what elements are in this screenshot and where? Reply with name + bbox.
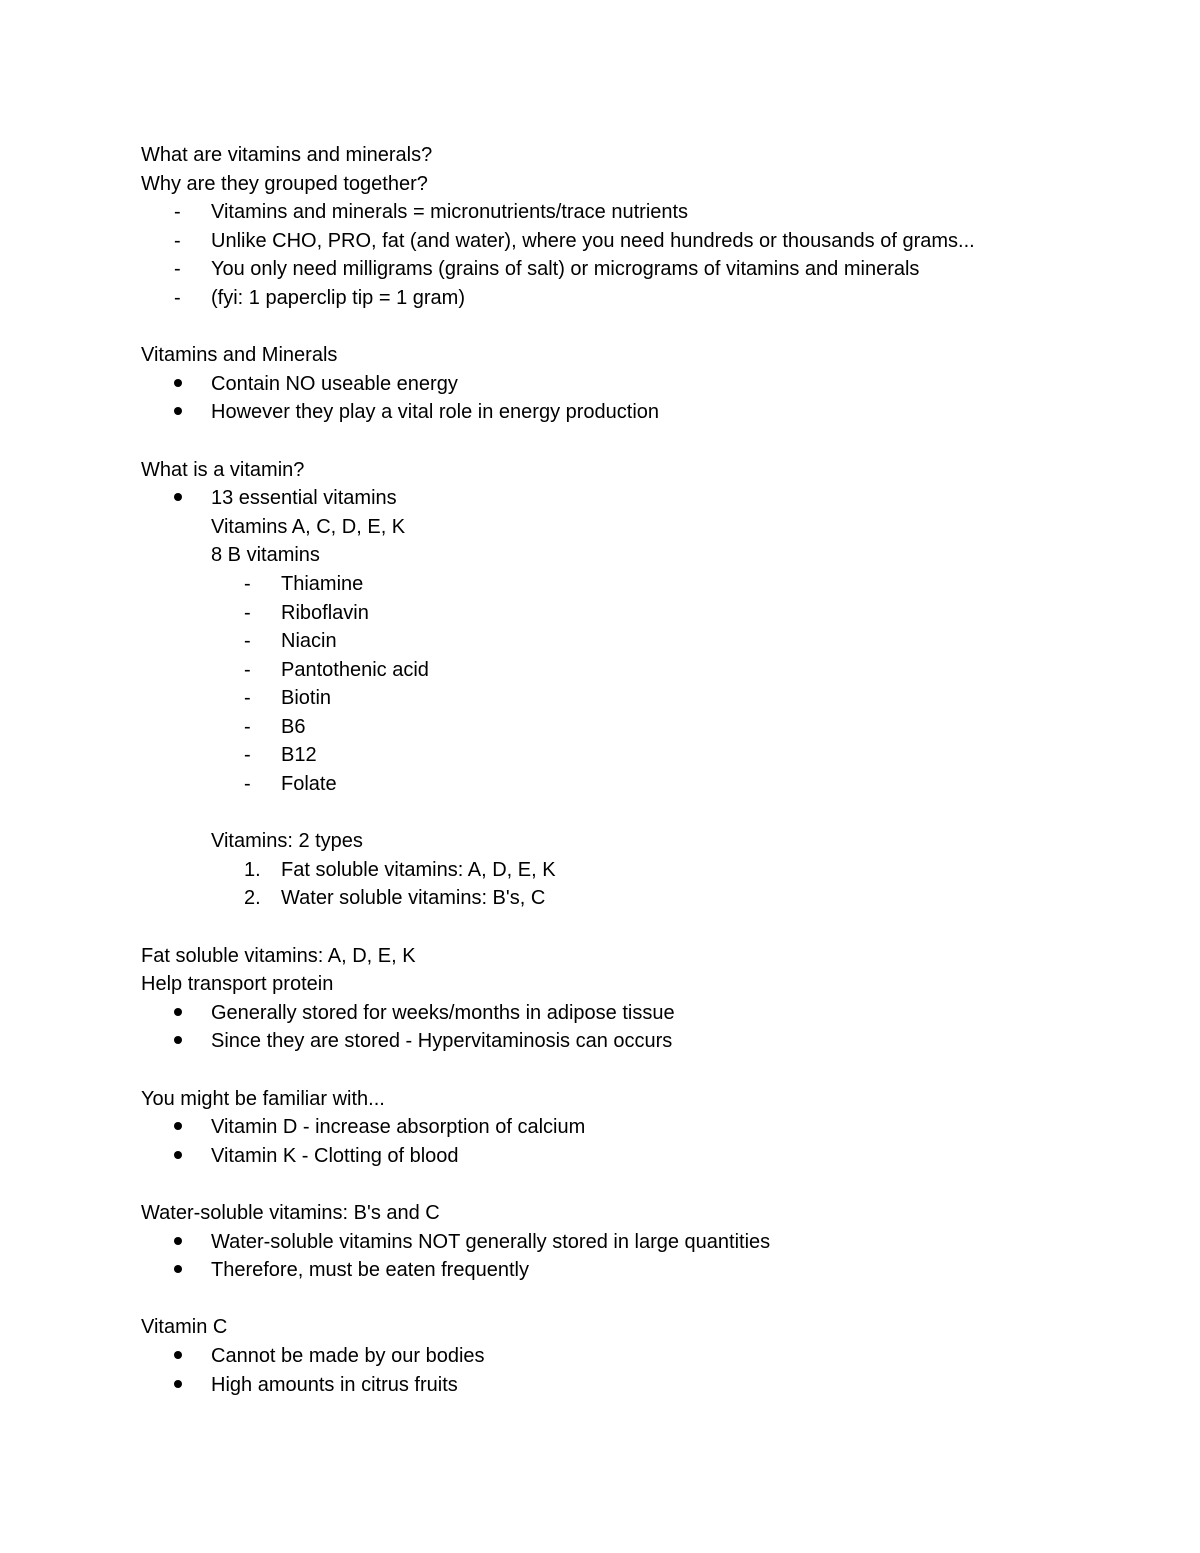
bullet-marker bbox=[141, 1342, 211, 1371]
bullet-marker bbox=[141, 1142, 211, 1171]
bullet-dot-icon bbox=[174, 1036, 182, 1044]
list-item: Vitamin K - Clotting of blood bbox=[141, 1142, 1101, 1171]
section-heading: Vitamins and Minerals bbox=[141, 344, 338, 367]
list-item: Contain NO useable energy bbox=[141, 370, 1101, 399]
dash-marker: - bbox=[244, 744, 251, 767]
numbered-item: 2. Water soluble vitamins: B's, C bbox=[141, 884, 1101, 913]
list-item: 13 essential vitamins bbox=[141, 484, 1101, 513]
sub-line: Vitamins A, C, D, E, K bbox=[211, 515, 406, 538]
sub-line: Vitamins: 2 types bbox=[211, 830, 363, 853]
list-item: - Vitamins and minerals = micronutrients/trace nutrients bbox=[141, 198, 1101, 227]
spacer bbox=[141, 427, 1101, 456]
list-item: Cannot be made by our bodies bbox=[141, 1342, 1101, 1371]
section-subheading: Help transport protein bbox=[141, 973, 334, 996]
spacer bbox=[141, 1056, 1101, 1085]
spacer bbox=[141, 1170, 1101, 1199]
bullet-marker bbox=[141, 1256, 211, 1285]
list-item: - Riboflavin bbox=[141, 599, 1101, 628]
section-heading: You might be familiar with... bbox=[141, 1087, 385, 1110]
list-item: - Biotin bbox=[141, 684, 1101, 713]
bullet-dot-icon bbox=[174, 407, 182, 415]
bullet-marker bbox=[141, 484, 211, 513]
spacer bbox=[141, 913, 1101, 942]
list-item: - B12 bbox=[141, 741, 1101, 770]
bullet-marker bbox=[141, 398, 211, 427]
spacer bbox=[141, 313, 1101, 342]
dash-marker: - bbox=[244, 687, 251, 710]
dash-marker: - bbox=[174, 229, 181, 252]
bullet-marker bbox=[141, 999, 211, 1028]
dash-marker: - bbox=[244, 715, 251, 738]
number-marker: 2. bbox=[244, 887, 261, 910]
bullet-marker bbox=[141, 370, 211, 399]
dash-marker: - bbox=[174, 286, 181, 309]
sub-line: 8 B vitamins bbox=[211, 544, 320, 567]
dash-marker: - bbox=[244, 572, 251, 595]
bullet-marker bbox=[141, 1228, 211, 1257]
bullet-dot-icon bbox=[174, 379, 182, 387]
dash-marker: - bbox=[244, 658, 251, 681]
list-item: - You only need milligrams (grains of salt) or micrograms of vitamins and minerals bbox=[141, 255, 1101, 284]
list-item: Since they are stored - Hypervitaminosis can occurs bbox=[141, 1027, 1101, 1056]
spacer bbox=[141, 1285, 1101, 1314]
list-item: High amounts in citrus fruits bbox=[141, 1371, 1101, 1400]
section-heading: What is a vitamin? bbox=[141, 458, 305, 481]
section-heading: Vitamin C bbox=[141, 1316, 228, 1339]
bullet-dot-icon bbox=[174, 493, 182, 501]
bullet-dot-icon bbox=[174, 1122, 182, 1130]
list-item: - (fyi: 1 paperclip tip = 1 gram) bbox=[141, 284, 1101, 313]
bullet-marker bbox=[141, 1027, 211, 1056]
list-item: - Thiamine bbox=[141, 570, 1101, 599]
question-what-are-vitamins: What are vitamins and minerals? bbox=[141, 144, 433, 166]
section-heading: Water-soluble vitamins: B's and C bbox=[141, 1201, 440, 1224]
document-body bbox=[141, 141, 1101, 1399]
bullet-dot-icon bbox=[174, 1237, 182, 1245]
dash-marker: - bbox=[244, 630, 251, 653]
bullet-dot-icon bbox=[174, 1265, 182, 1273]
bullet-dot-icon bbox=[174, 1380, 182, 1388]
dash-marker: - bbox=[244, 601, 251, 624]
bullet-marker bbox=[141, 1371, 211, 1400]
list-item: Water-soluble vitamins NOT generally stored in large quantities bbox=[141, 1228, 1101, 1257]
spacer bbox=[141, 799, 1101, 828]
list-item: - Pantothenic acid bbox=[141, 656, 1101, 685]
bullet-dot-icon bbox=[174, 1151, 182, 1159]
list-item: - Folate bbox=[141, 770, 1101, 799]
numbered-item: 1. Fat soluble vitamins: A, D, E, K bbox=[141, 856, 1101, 885]
bullet-dot-icon bbox=[174, 1008, 182, 1016]
number-marker: 1. bbox=[244, 858, 261, 881]
dash-marker: - bbox=[244, 773, 251, 796]
list-item: Vitamin D - increase absorption of calcium bbox=[141, 1113, 1101, 1142]
list-item: - Niacin bbox=[141, 627, 1101, 656]
list-item: - Unlike CHO, PRO, fat (and water), where you need hundreds or thousands of grams... bbox=[141, 227, 1101, 256]
bullet-dot-icon bbox=[174, 1351, 182, 1359]
section-heading: Fat soluble vitamins: A, D, E, K bbox=[141, 944, 416, 967]
dash-marker: - bbox=[174, 201, 181, 224]
question-why-grouped: Why are they grouped together? bbox=[141, 172, 428, 195]
bullet-marker bbox=[141, 1113, 211, 1142]
list-item: However they play a vital role in energy production bbox=[141, 398, 1101, 427]
list-item: Therefore, must be eaten frequently bbox=[141, 1256, 1101, 1285]
list-item: - B6 bbox=[141, 713, 1101, 742]
list-item: Generally stored for weeks/months in adipose tissue bbox=[141, 999, 1101, 1028]
dash-marker: - bbox=[174, 258, 181, 281]
